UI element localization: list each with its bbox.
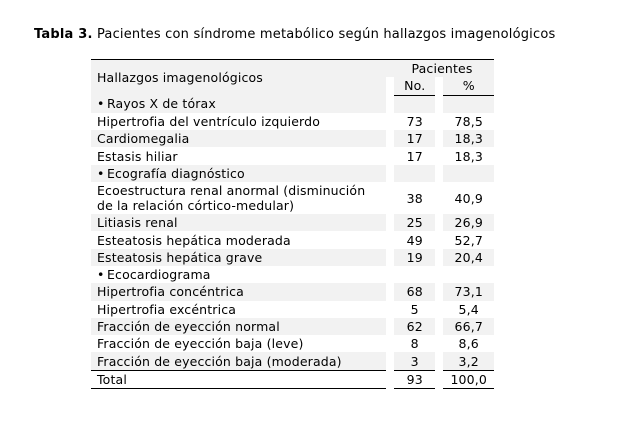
patient-percent: 18,3	[439, 130, 494, 147]
patient-count: 68	[390, 283, 439, 300]
bullet-icon: •	[97, 165, 105, 181]
patient-percent: 3,2	[439, 352, 494, 370]
section-label	[91, 95, 390, 113]
empty-cell	[390, 95, 439, 113]
empty-cell	[439, 266, 494, 283]
finding-label: Estasis hiliar	[91, 147, 390, 164]
table-row	[91, 182, 494, 214]
table-body	[91, 60, 494, 389]
table-row	[91, 214, 494, 231]
patient-percent: 26,9	[439, 214, 494, 231]
header-row-top	[91, 60, 494, 78]
table-row	[91, 130, 494, 147]
patient-count: 17	[390, 147, 439, 164]
bullet-icon: •	[97, 96, 105, 112]
total-percent: 100,0	[439, 370, 494, 388]
section-row	[91, 165, 494, 182]
table-row	[91, 318, 494, 335]
finding-label: Fracción de eyección normal	[91, 318, 390, 335]
table-row	[91, 283, 494, 300]
section-row	[91, 266, 494, 283]
table-row	[91, 231, 494, 248]
patient-count: 17	[390, 130, 439, 147]
patient-count: 25	[390, 214, 439, 231]
caption-text: Pacientes con síndrome metabólico según hallazgos imagenológicos	[96, 27, 556, 42]
table-row	[91, 249, 494, 266]
finding-label: Hipertrofia del ventrículo izquierdo	[91, 113, 390, 130]
empty-cell	[439, 165, 494, 182]
header-percent: %	[439, 77, 494, 95]
table-row	[91, 352, 494, 370]
section-title: Ecocardiograma	[107, 267, 211, 283]
patient-percent: 52,7	[439, 231, 494, 248]
patient-percent: 78,5	[439, 113, 494, 130]
section-title: Ecografía diagnóstico	[107, 165, 245, 181]
patient-percent: 20,4	[439, 249, 494, 266]
section-row	[91, 95, 494, 113]
finding-label: Esteatosis hepática grave	[91, 249, 390, 266]
header-findings: Hallazgos imagenológicos	[91, 60, 390, 96]
patient-percent: 5,4	[439, 301, 494, 318]
patient-percent: 66,7	[439, 318, 494, 335]
section-title: Rayos X de tórax	[107, 96, 216, 112]
total-row	[91, 370, 494, 388]
finding-label: Hipertrofia concéntrica	[91, 283, 390, 300]
finding-label: Fracción de eyección baja (moderada)	[91, 352, 390, 370]
table-caption	[34, 27, 555, 42]
finding-label: Ecoestructura renal anormal (disminución de la relación córtico-medular)	[91, 182, 390, 214]
section-label	[91, 266, 390, 283]
patient-count: 19	[390, 249, 439, 266]
patient-count: 8	[390, 335, 439, 352]
patient-count: 3	[390, 352, 439, 370]
patient-percent: 40,9	[439, 182, 494, 214]
total-count: 93	[390, 370, 439, 388]
patient-percent: 18,3	[439, 147, 494, 164]
patient-count: 73	[390, 113, 439, 130]
header-patients: Pacientes	[390, 60, 494, 78]
table-row	[91, 335, 494, 352]
patient-percent: 8,6	[439, 335, 494, 352]
patient-count: 5	[390, 301, 439, 318]
empty-cell	[390, 266, 439, 283]
header-number: No.	[390, 77, 439, 95]
patient-percent: 73,1	[439, 283, 494, 300]
empty-cell	[439, 95, 494, 113]
findings-table	[91, 59, 494, 389]
table-row	[91, 113, 494, 130]
patient-count: 62	[390, 318, 439, 335]
patient-count: 49	[390, 231, 439, 248]
finding-label: Cardiomegalia	[91, 130, 390, 147]
empty-cell	[390, 165, 439, 182]
total-label: Total	[91, 370, 390, 388]
table-row	[91, 301, 494, 318]
bullet-icon: •	[97, 267, 105, 283]
finding-label: Esteatosis hepática moderada	[91, 231, 390, 248]
caption-label: Tabla 3.	[34, 27, 93, 42]
finding-label: Fracción de eyección baja (leve)	[91, 335, 390, 352]
patient-count: 38	[390, 182, 439, 214]
finding-label: Hipertrofia excéntrica	[91, 301, 390, 318]
section-label	[91, 165, 390, 182]
table-row	[91, 147, 494, 164]
finding-label: Litiasis renal	[91, 214, 390, 231]
